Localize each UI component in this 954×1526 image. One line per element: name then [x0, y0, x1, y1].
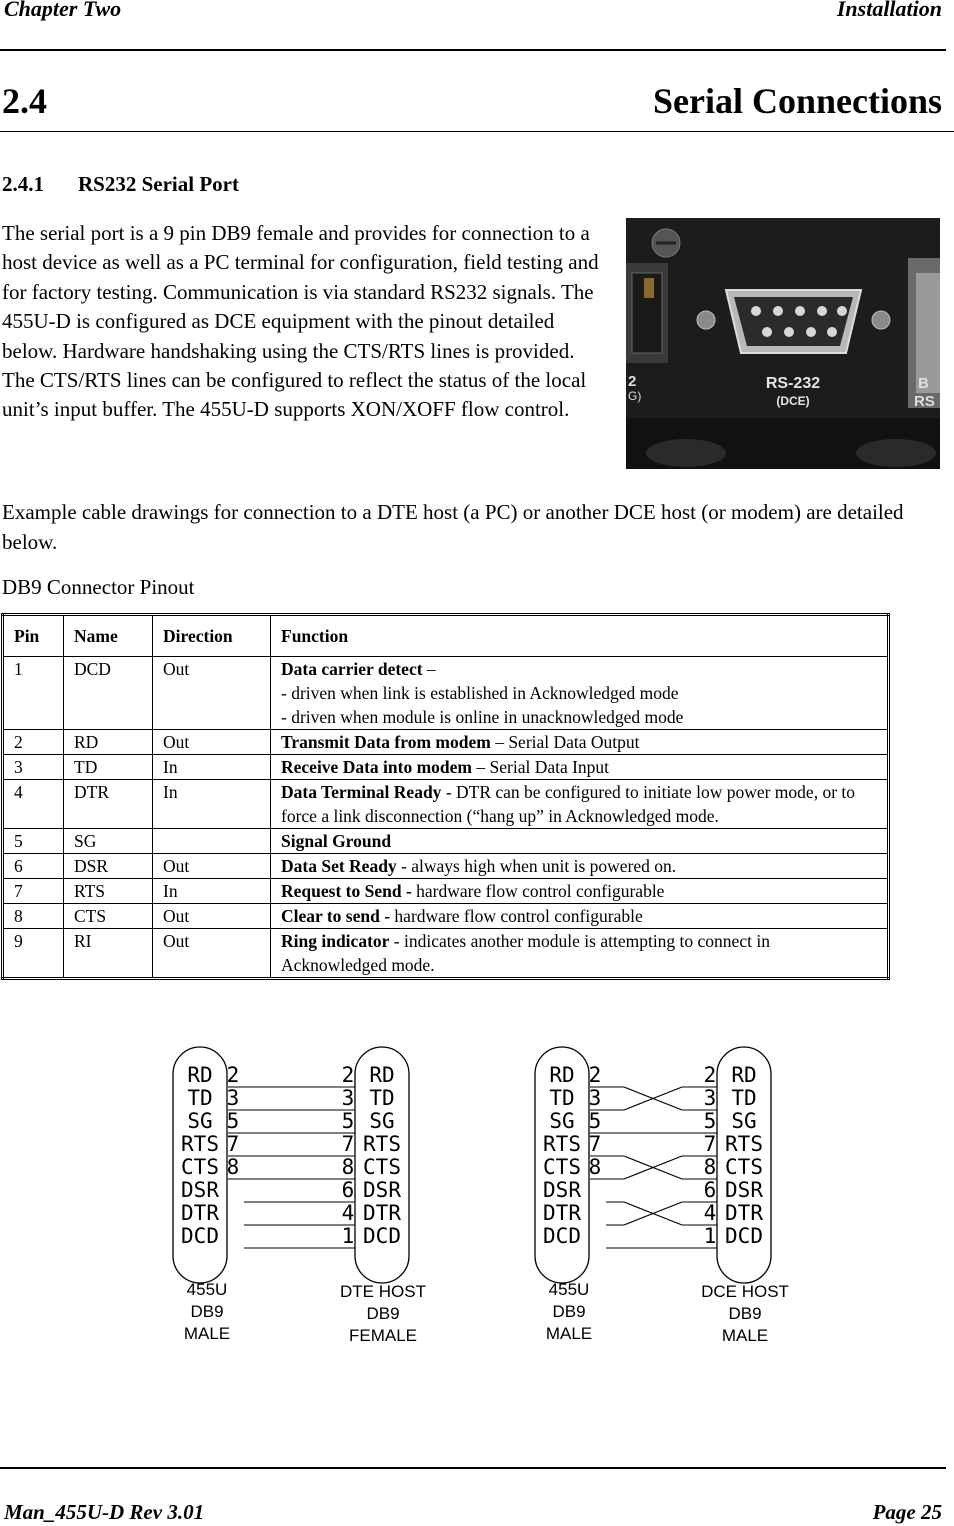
function-title: Receive Data into modem	[281, 757, 472, 777]
left-pin-number: 8	[588, 1155, 602, 1179]
function-cell	[271, 879, 889, 904]
name-cell: CTS	[64, 904, 153, 929]
left-pin-number: 2	[226, 1063, 240, 1087]
pin-cell: 9	[3, 929, 64, 979]
function-text: - indicates another module is attempting to connect in Acknowledged mode.	[281, 931, 770, 975]
photo-label-right: B	[918, 375, 929, 392]
function-title: Request to Send -	[281, 881, 412, 901]
footer-rule	[0, 1467, 946, 1469]
port-photo-illustration	[626, 218, 940, 469]
photo-label-left: 2	[628, 373, 637, 390]
function-title: Transmit Data from modem	[281, 732, 491, 752]
signal-label: SG	[731, 1109, 757, 1133]
table-row	[3, 879, 889, 904]
direction-cell: In	[153, 879, 271, 904]
name-cell: DCD	[64, 657, 153, 730]
signal-label: DCD	[725, 1224, 763, 1248]
signal-label: TD	[549, 1086, 575, 1110]
name-cell: SG	[64, 829, 153, 854]
signal-label: DCD	[181, 1224, 219, 1248]
direction-cell: Out	[153, 904, 271, 929]
header-direction: Direction	[153, 615, 271, 657]
section-rule	[0, 131, 954, 132]
signal-label: TD	[187, 1086, 213, 1110]
right-pin-number: 2	[703, 1063, 717, 1087]
right-pin-number: 8	[703, 1155, 717, 1179]
signal-label: SG	[549, 1109, 575, 1133]
function-cell	[271, 904, 889, 929]
signal-label: DCD	[543, 1224, 581, 1248]
signal-label: RD	[549, 1063, 575, 1087]
name-cell: RD	[64, 730, 153, 755]
running-header-chapter: Chapter Two	[4, 0, 122, 21]
signal-label: RD	[187, 1063, 213, 1087]
signal-label: RD	[731, 1063, 757, 1087]
function-text: - always high when unit is powered on.	[396, 856, 677, 876]
pin-cell: 6	[3, 854, 64, 879]
signal-label: RTS	[363, 1132, 401, 1156]
signal-label: DSR	[363, 1178, 401, 1202]
right-pin-number: 6	[341, 1178, 355, 1202]
function-line: - driven when module is online in unacknowledged mode	[281, 707, 684, 727]
right-caption-line: MALE	[721, 1326, 769, 1345]
header-name: Name	[64, 615, 153, 657]
section-title: Serial Connections	[652, 81, 942, 121]
direction-cell: In	[153, 780, 271, 829]
photo-label-right2: RS	[914, 393, 935, 410]
table-row	[3, 904, 889, 929]
function-title: Clear to send -	[281, 906, 391, 926]
right-pin-number: 5	[341, 1109, 355, 1133]
right-pin-number: 4	[703, 1201, 717, 1225]
right-caption-line: DB9	[366, 1304, 400, 1323]
signal-label: DTR	[181, 1201, 219, 1225]
left-pin-number: 8	[226, 1155, 240, 1179]
function-text: - DTR can be configured to initiate low power mode, or to force a link disconnection (“hang up” in Acknowledged mode.	[281, 782, 856, 826]
direction-cell	[153, 829, 271, 854]
function-text: hardware flow control configurable	[411, 881, 665, 901]
function-cell	[271, 755, 889, 780]
table-row	[3, 929, 889, 979]
right-pin-number: 7	[703, 1132, 717, 1156]
right-pin-number: 1	[703, 1224, 717, 1248]
left-pin-number: 5	[588, 1109, 602, 1133]
right-caption-line: FEMALE	[348, 1326, 418, 1345]
signal-label: DSR	[725, 1178, 763, 1202]
direction-cell: Out	[153, 730, 271, 755]
subsection-number: 2.4.1	[2, 172, 44, 196]
name-cell: RI	[64, 929, 153, 979]
signal-label: SG	[187, 1109, 213, 1133]
function-title: Ring indicator	[281, 931, 390, 951]
direction-cell: Out	[153, 854, 271, 879]
signal-label: CTS	[181, 1155, 219, 1179]
header-pin: Pin	[3, 615, 64, 657]
left-caption-line: DB9	[552, 1302, 586, 1321]
table-row	[3, 657, 889, 730]
signal-label: CTS	[363, 1155, 401, 1179]
photo-port-sublabel: (DCE)	[776, 394, 810, 408]
right-pin-number: 5	[703, 1109, 717, 1133]
name-cell: TD	[64, 755, 153, 780]
signal-label: TD	[731, 1086, 757, 1110]
function-line: - driven when link is established in Acknowledged mode	[281, 683, 679, 703]
signal-label: RTS	[543, 1132, 581, 1156]
function-title: Signal Ground	[281, 831, 392, 851]
signal-label: RTS	[725, 1132, 763, 1156]
table-caption: DB9 Connector Pinout	[2, 575, 195, 599]
name-cell: DTR	[64, 780, 153, 829]
footer-page-number: Page 25	[872, 1500, 942, 1524]
right-pin-number: 8	[341, 1155, 355, 1179]
left-caption-line: MALE	[183, 1324, 231, 1343]
header-rule	[0, 49, 946, 51]
signal-label: RD	[369, 1063, 395, 1087]
left-pin-number: 2	[588, 1063, 602, 1087]
direction-cell: Out	[153, 657, 271, 730]
right-pin-number: 6	[703, 1178, 717, 1202]
left-caption-line: 455U	[548, 1280, 590, 1299]
rs232-port-photo	[626, 218, 940, 469]
function-text: – Serial Data Output	[490, 732, 640, 752]
function-text: – Serial Data Input	[472, 757, 610, 777]
name-cell: DSR	[64, 854, 153, 879]
function-text: –	[422, 659, 436, 679]
pin-cell: 2	[3, 730, 64, 755]
signal-label: DCD	[363, 1224, 401, 1248]
function-cell	[271, 657, 889, 730]
right-caption-line: DCE HOST	[701, 1282, 789, 1301]
table-row	[3, 780, 889, 829]
table-row	[3, 755, 889, 780]
pin-cell: 8	[3, 904, 64, 929]
signal-label: CTS	[725, 1155, 763, 1179]
photo-label-left2: G)	[628, 389, 642, 403]
table-row	[3, 730, 889, 755]
table-row	[3, 854, 889, 879]
left-pin-number: 3	[588, 1086, 602, 1110]
signal-label: RTS	[181, 1132, 219, 1156]
signal-label: CTS	[543, 1155, 581, 1179]
right-caption-line: DTE HOST	[340, 1282, 426, 1301]
left-caption-line: DB9	[190, 1302, 224, 1321]
section-number: 2.4	[2, 81, 47, 121]
pin-cell: 7	[3, 879, 64, 904]
left-pin-number: 7	[588, 1132, 602, 1156]
function-text: hardware flow control configurable	[390, 906, 643, 926]
cable-wiring-diagrams	[0, 1040, 954, 1360]
function-cell	[271, 730, 889, 755]
subsection-title: RS232 Serial Port	[78, 172, 239, 196]
left-caption-line: MALE	[545, 1324, 593, 1343]
photo-port-label: RS-232	[765, 375, 821, 392]
pin-cell: 1	[3, 657, 64, 730]
signal-label: DTR	[543, 1201, 581, 1225]
right-pin-number: 4	[341, 1201, 355, 1225]
function-cell	[271, 829, 889, 854]
signal-label: DSR	[543, 1178, 581, 1202]
subsection-heading	[2, 172, 239, 197]
header-function: Function	[271, 615, 889, 657]
function-title: Data Terminal Ready	[281, 782, 442, 802]
left-caption-line: 455U	[186, 1280, 228, 1299]
left-pin-number: 7	[226, 1132, 240, 1156]
signal-label: SG	[369, 1109, 395, 1133]
running-header-section: Installation	[836, 0, 942, 21]
cable-paragraph: Example cable drawings for connection to a DTE host (a PC) or another DCE host (or modem) are detailed below.	[2, 500, 904, 554]
right-pin-number: 7	[341, 1132, 355, 1156]
signal-label: DSR	[181, 1178, 219, 1202]
table-header-row	[3, 615, 889, 657]
right-pin-number: 1	[341, 1224, 355, 1248]
left-pin-number: 3	[226, 1086, 240, 1110]
signal-label: DTR	[363, 1201, 401, 1225]
function-title: Data Set Ready	[281, 856, 397, 876]
signal-label: TD	[369, 1086, 395, 1110]
function-cell	[271, 780, 889, 829]
right-caption-line: DB9	[728, 1304, 762, 1323]
direction-cell: Out	[153, 929, 271, 979]
name-cell: RTS	[64, 879, 153, 904]
left-pin-number: 5	[226, 1109, 240, 1133]
function-title: Data carrier detect	[281, 659, 423, 679]
pin-cell: 4	[3, 780, 64, 829]
signal-label: DTR	[725, 1201, 763, 1225]
table-row	[3, 829, 889, 854]
pin-cell: 5	[3, 829, 64, 854]
direction-cell: In	[153, 755, 271, 780]
pin-cell: 3	[3, 755, 64, 780]
db9-pinout-table	[1, 613, 890, 980]
footer-document-id: Man_455U-D Rev 3.01	[4, 1500, 205, 1524]
right-pin-number: 3	[341, 1086, 355, 1110]
right-pin-number: 2	[341, 1063, 355, 1087]
intro-paragraph: The serial port is a 9 pin DB9 female and provides for connection to a host device as well as a PC terminal for configuration, field testing and for factory testing. Communication is via standard RS232 signals. The 455U-D is configured as DCE equipment with the pinout detailed below. Hardware handshaking using the CTS/RTS lines is provided. The CTS/RTS lines can be configured to reflect the status of the local unit’s input buffer. The 455U-D supports XON/XOFF flow control.	[2, 221, 599, 422]
function-cell	[271, 854, 889, 879]
right-pin-number: 3	[703, 1086, 717, 1110]
function-cell	[271, 929, 889, 979]
